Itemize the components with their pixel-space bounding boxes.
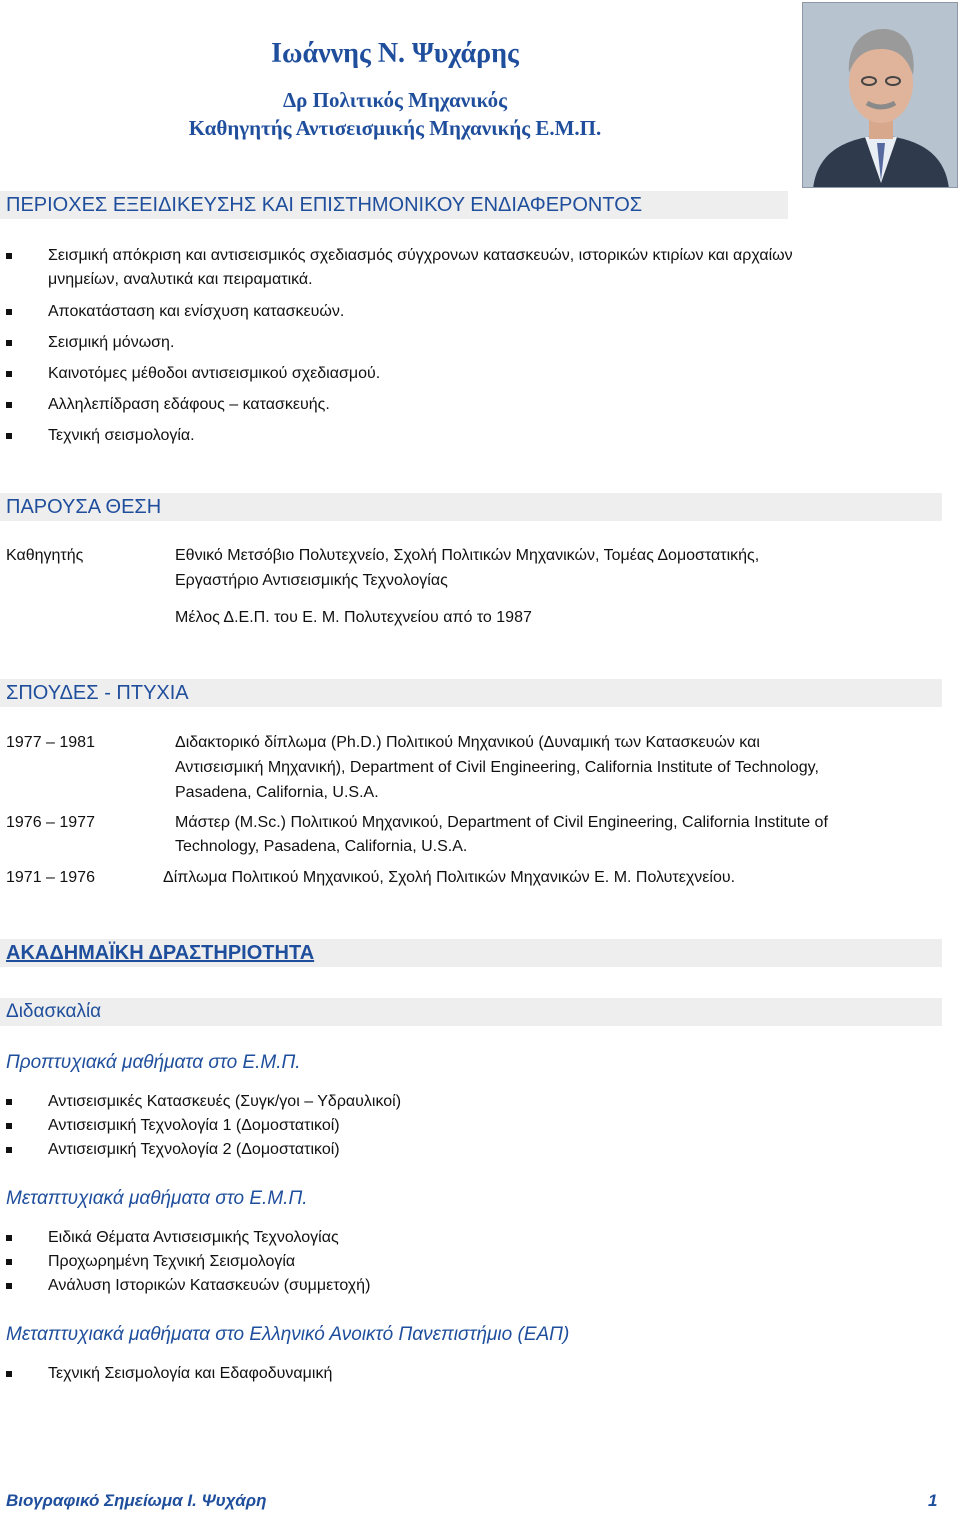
- eap-courses-heading: Μεταπτυχιακά μαθήματα στο Ελληνικό Ανοικτό Πανεπιστήμιο (ΕΑΠ): [6, 1324, 570, 1345]
- bullet-icon: [6, 402, 12, 408]
- bullet-icon: [6, 371, 12, 377]
- list-item-text: Αποκατάσταση και ενίσχυση κατασκευών.: [48, 303, 345, 320]
- bullet-icon: [6, 1371, 12, 1377]
- subtitle-degree: Δρ Πολιτικός Μηχανικός: [282, 88, 508, 112]
- position-institution: Εθνικό Μετσόβιο Πολυτεχνείο, Σχολή Πολιτικών Μηχανικών, Τομέας Δομοστατικής,: [175, 547, 760, 564]
- bullet-icon: [6, 340, 12, 346]
- teaching-heading: Διδασκαλία: [0, 998, 942, 1026]
- study-years: 1971 – 1976: [6, 869, 95, 886]
- study-years: 1976 – 1977: [6, 814, 95, 831]
- bullet-icon: [6, 253, 12, 259]
- list-item-text: Ανάλυση Ιστορικών Κατασκευών (συμμετοχή): [48, 1277, 371, 1294]
- list-item-text: μνημείων, αναλυτικά και πειραματικά.: [48, 271, 313, 288]
- study-text: Δίπλωμα Πολιτικού Μηχανικού, Σχολή Πολιτικών Μηχανικών Ε. Μ. Πολυτεχνείου.: [163, 869, 736, 886]
- bullet-icon: [6, 1099, 12, 1105]
- document-title: Ιωάννης Ν. Ψυχάρης: [271, 38, 519, 69]
- list-item-text: Αντισεισμικές Κατασκευές (Συγκ/γοι – Υδραυλικοί): [48, 1093, 402, 1110]
- list-item-text: Τεχνική Σεισμολογία και Εδαφοδυναμική: [48, 1365, 333, 1382]
- bullet-icon: [6, 1147, 12, 1153]
- list-item-text: Αντισεισμική Τεχνολογία 1 (Δομοστατικοί): [48, 1117, 340, 1134]
- study-text: Διδακτορικό δίπλωμα (Ph.D.) Πολιτικού Μηχανικού (Δυναμική των Κατασκευών και: [175, 734, 760, 751]
- list-item-text: Αλληλεπίδραση εδάφους – κατασκευής.: [48, 396, 330, 413]
- portrait-photo: [802, 2, 958, 188]
- section-studies-heading: ΣΠΟΥΔΕΣ - ΠΤΥΧΙΑ: [0, 679, 942, 707]
- list-item-text: Αντισεισμική Τεχνολογία 2 (Δομοστατικοί): [48, 1141, 340, 1158]
- study-years: 1977 – 1981: [6, 734, 95, 751]
- bullet-icon: [6, 1283, 12, 1289]
- bullet-icon: [6, 1235, 12, 1241]
- grad-courses-heading: Μεταπτυχιακά μαθήματα στο Ε.Μ.Π.: [6, 1188, 308, 1209]
- bullet-icon: [6, 433, 12, 439]
- section-position-heading: ΠΑΡΟΥΣΑ ΘΕΣΗ: [0, 493, 942, 521]
- bullet-icon: [6, 1259, 12, 1265]
- position-label: Καθηγητής: [6, 547, 84, 564]
- bullet-icon: [6, 1123, 12, 1129]
- study-text: Technology, Pasadena, California, U.S.A.: [175, 838, 468, 855]
- position-member: Μέλος Δ.Ε.Π. του Ε. Μ. Πολυτεχνείου από το 1987: [175, 609, 532, 626]
- section-academic-heading: ΑΚΑΔΗΜΑΪΚΗ ΔΡΑΣΤΗΡΙΟΤΗΤΑ: [0, 939, 942, 967]
- portrait-icon: [803, 3, 958, 188]
- undergrad-courses-heading: Προπτυχιακά μαθήματα στο Ε.Μ.Π.: [6, 1052, 301, 1073]
- footer-title: Βιογραφικό Σημείωμα Ι. Ψυχάρη: [6, 1491, 267, 1510]
- list-item-text: Σεισμική απόκριση και αντισεισμικός σχεδιασμός σύγχρονων κατασκευών, ιστορικών κτιρίων και αρχαίων: [48, 247, 793, 264]
- list-item-text: Σεισμική μόνωση.: [48, 334, 175, 351]
- position-lab: Εργαστήριο Αντισεισμικής Τεχνολογίας: [175, 572, 448, 589]
- list-item-text: Καινοτόμες μέθοδοι αντισεισμικού σχεδιασμού.: [48, 365, 381, 382]
- subtitle-position: Καθηγητής Αντισεισμικής Μηχανικής Ε.Μ.Π.: [188, 116, 602, 140]
- list-item-text: Τεχνική σεισμολογία.: [48, 427, 195, 444]
- study-text: Pasadena, California, U.S.A.: [175, 784, 379, 801]
- section-interests-heading: ΠΕΡΙΟΧΕΣ ΕΞΕΙΔΙΚΕΥΣΗΣ ΚΑΙ ΕΠΙΣΤΗΜΟΝΙΚΟΥ ΕΝΔΙΑΦΕΡΟΝΤΟΣ: [0, 191, 788, 219]
- bullet-icon: [6, 309, 12, 315]
- list-item-text: Ειδικά Θέματα Αντισεισμικής Τεχνολογίας: [48, 1229, 339, 1246]
- study-text: Μάστερ (M.Sc.) Πολιτικού Μηχανικού, Department of Civil Engineering, California Institute of: [175, 814, 828, 831]
- page-number: 1: [928, 1491, 938, 1510]
- study-text: Αντισεισμική Μηχανική), Department of Civil Engineering, California Institute of Technology,: [175, 759, 819, 776]
- list-item-text: Προχωρημένη Τεχνική Σεισμολογία: [48, 1253, 296, 1270]
